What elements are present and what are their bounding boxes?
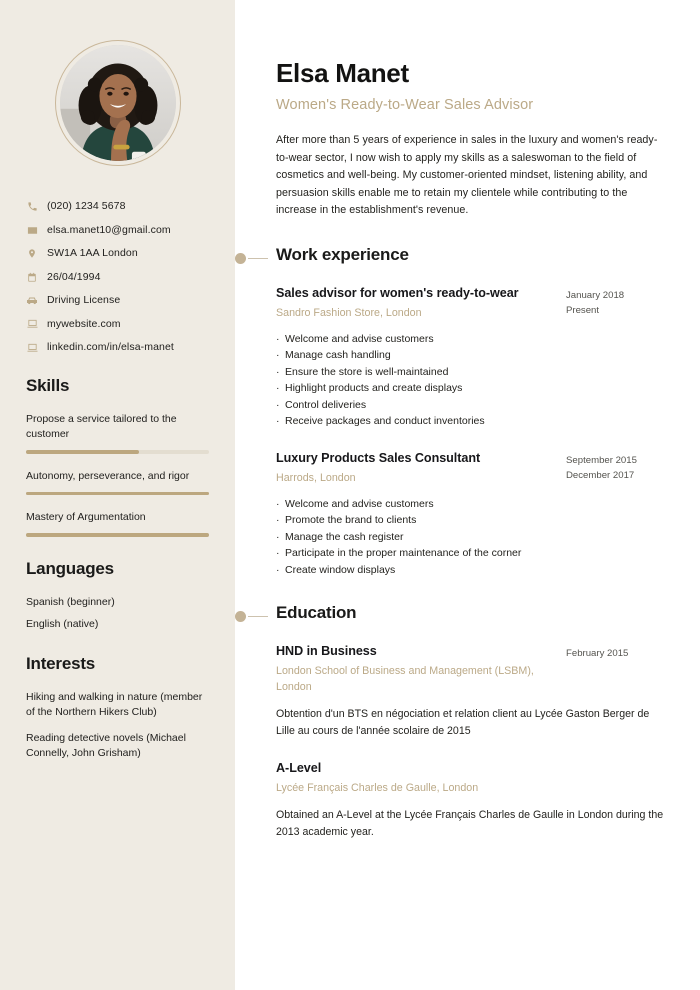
work-entry-dates — [566, 450, 664, 483]
portrait-photo-icon — [60, 45, 176, 161]
work-experience-heading: Work experience — [276, 245, 664, 265]
work-entry-org: Harrods, London — [276, 471, 356, 484]
job-title: Women's Ready-to-Wear Sales Advisor — [276, 97, 534, 113]
skill-item — [26, 510, 209, 537]
profile-summary: After more than 5 years of experience in sales in the luxury and women's ready-to-wear sector, I now wish to apply my skills as a saleswoman to the field of cosmetics and well-being. My customer-oriented mindset, listening ability, and persuasion skills enable me to retain my clientele while contributing to the increase in the establishment's revenue. — [276, 134, 658, 216]
work-experience-section — [276, 245, 664, 579]
calendar-icon — [26, 271, 38, 284]
contact-birthdate — [26, 271, 209, 284]
work-entry-org: Sandro Fashion Store, London — [276, 306, 422, 319]
location-icon — [26, 247, 38, 260]
education-entry-head — [276, 643, 664, 695]
avatar — [55, 40, 181, 166]
page-title: Elsa Manet — [276, 58, 409, 88]
contact-location-value: SW1A 1AA London — [47, 247, 138, 259]
language-item: English (native) — [26, 617, 99, 630]
skill-item — [26, 469, 209, 496]
education-entry-school: London School of Business and Management (LSBM), London — [276, 665, 534, 693]
skill-bar-fill — [26, 450, 139, 454]
contact-list — [26, 200, 209, 354]
contact-linkedin[interactable] — [26, 341, 209, 354]
work-entry-role: Sales advisor for women's ready-to-wear — [276, 285, 519, 300]
phone-icon — [26, 200, 38, 213]
work-entry — [276, 285, 664, 430]
skill-label: Mastery of Argumentation — [26, 511, 146, 523]
bullet-item: · Manage the cash register — [276, 529, 664, 546]
education-entry-description: Obtention d'un BTS en négociation et relation client au Lycée Gaston Berger de Lille au cours de l'année scolaire de 2015 — [276, 708, 650, 737]
bullet-item: · Highlight products and create displays — [276, 380, 664, 397]
education-entry-degree: HND in Business — [276, 644, 377, 658]
work-entry-date-end: December 2017 — [566, 469, 635, 481]
skill-bar-fill — [26, 492, 209, 496]
skills-heading: Skills — [26, 376, 70, 395]
contact-phone-value: (020) 1234 5678 — [47, 200, 126, 212]
languages-heading: Languages — [26, 558, 114, 578]
education-heading: Education — [276, 603, 664, 623]
work-entry-bullets — [276, 331, 664, 430]
avatar-image — [60, 45, 176, 161]
skill-label: Propose a service tailored to the customer — [26, 413, 177, 440]
car-icon — [26, 294, 38, 307]
work-entry-dates — [566, 285, 664, 318]
work-entry-date-start: January 2018 — [566, 289, 625, 301]
education-entry-date-start: February 2015 — [566, 648, 629, 659]
bullet-item: · Promote the brand to clients — [276, 512, 664, 529]
contact-birthdate-value: 26/04/1994 — [47, 270, 101, 283]
language-item: Spanish (beginner) — [26, 595, 115, 608]
work-entry-head — [276, 285, 664, 321]
education-section — [276, 603, 664, 841]
work-entry-date-end: Present — [566, 304, 600, 316]
interest-item: Reading detective novels (Michael Connelly, John Grisham) — [26, 731, 186, 759]
bullet-item: · Receive packages and conduct inventories — [276, 413, 664, 430]
bullet-item: · Create window displays — [276, 562, 664, 579]
contact-driving-license — [26, 294, 209, 307]
education-entry-degree: A-Level — [276, 761, 322, 775]
email-icon — [26, 224, 38, 237]
bullet-item: · Welcome and advise customers — [276, 496, 664, 513]
contact-driving-license-value: Driving License — [47, 294, 121, 306]
education-entry-dates — [566, 760, 664, 763]
bullet-item: · Participate in the proper maintenance of the corner — [276, 545, 664, 562]
work-entry-role: Luxury Products Sales Consultant — [276, 450, 481, 465]
bullet-item: · Manage cash handling — [276, 347, 664, 364]
contact-email — [26, 224, 209, 237]
work-entry — [276, 450, 664, 579]
main-content — [235, 0, 700, 990]
education-entry — [276, 760, 664, 841]
work-entry-head — [276, 450, 664, 486]
website-icon — [26, 318, 38, 331]
contact-linkedin-value: linkedin.com/in/elsa-manet — [47, 341, 174, 353]
education-entry — [276, 643, 664, 740]
education-entry-school: Lycée Français Charles de Gaulle, London — [276, 782, 479, 794]
work-entry-bullets — [276, 496, 664, 579]
contact-website[interactable] — [26, 318, 209, 331]
sidebar — [0, 0, 235, 990]
skill-bar — [26, 450, 209, 454]
skill-label: Autonomy, perseverance, and rigor — [26, 469, 190, 482]
work-entry-date-start: September 2015 — [566, 454, 637, 466]
education-entry-dates — [566, 643, 664, 661]
bullet-item: · Welcome and advise customers — [276, 331, 664, 348]
skill-bar-fill — [26, 533, 209, 537]
bullet-item: · Control deliveries — [276, 397, 664, 414]
contact-phone — [26, 200, 209, 213]
skill-bar — [26, 533, 209, 537]
skill-item — [26, 412, 209, 454]
interest-item: Hiking and walking in nature (member of the Northern Hikers Club) — [26, 690, 203, 718]
education-entry-head — [276, 760, 664, 796]
contact-website-value: mywebsite.com — [47, 317, 121, 330]
contact-location — [26, 247, 209, 260]
interests-heading: Interests — [26, 653, 96, 673]
contact-email-value: elsa.manet10@gmail.com — [47, 223, 171, 236]
linkedin-icon — [26, 341, 38, 354]
skill-bar — [26, 492, 209, 496]
education-entry-description: Obtained an A-Level at the Lycée Français Charles de Gaulle in London during the 2013 academic year. — [276, 809, 664, 838]
bullet-item: · Ensure the store is well-maintained — [276, 364, 664, 381]
